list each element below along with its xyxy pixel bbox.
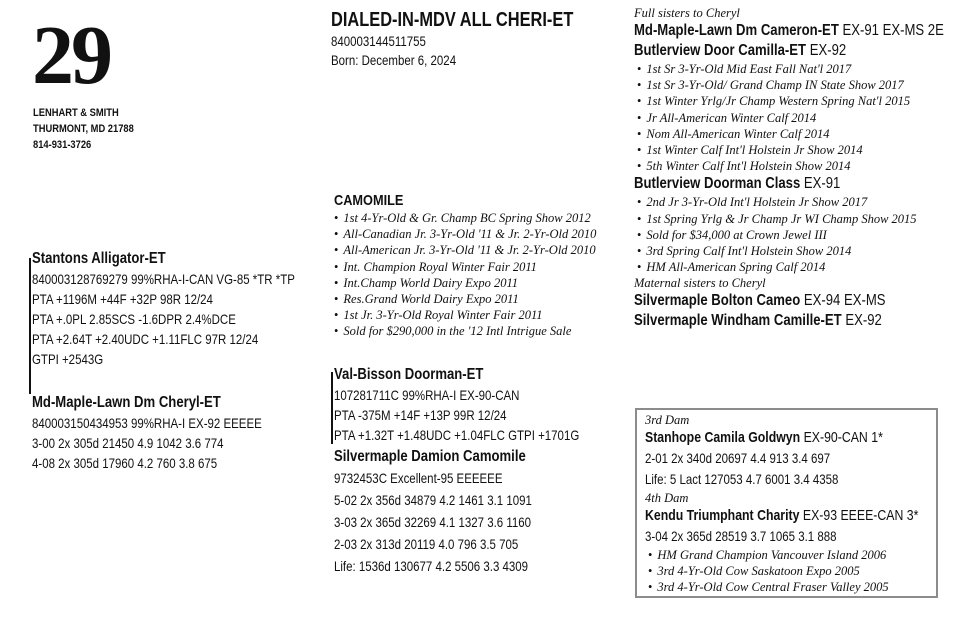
- maternal-sisters-label: Maternal sisters to Cheryl: [634, 276, 766, 291]
- list-item: • Nom All-American Winter Calf 2014: [637, 126, 972, 142]
- sister-class: EX-91: [803, 175, 841, 193]
- list-item: • 3rd Spring Calf Int'l Holstein Show 2014: [637, 243, 972, 259]
- list-item: • 2nd Jr 3-Yr-Old Int'l Holstein Jr Show 2017: [637, 194, 972, 210]
- sister-class: EX-91 EX-MS 2E: [842, 22, 944, 39]
- animal-name: DIALED-IN-MDV ALL CHERI-ET: [331, 9, 574, 31]
- sire-name: Stantons Alligator-ET: [32, 250, 166, 267]
- dam-record: 3-00 2x 305d 21450 4.9 1042 3.6 774: [32, 435, 224, 451]
- fourth-dam-record: 3-04 2x 365d 28519 3.7 1065 3.1 888: [645, 528, 837, 544]
- dam-name-text: Stanhope Camila Goldwyn: [645, 429, 801, 446]
- sister-cameron: [634, 21, 944, 41]
- dam-sire-block: [334, 364, 633, 445]
- dam-line: 840003150434953 99%RHA-I EX-92 EEEEE: [32, 415, 262, 431]
- list-item: • Jr All-American Winter Calf 2014: [637, 110, 972, 126]
- list-item: • HM Grand Champion Vancouver Island 2006: [648, 547, 972, 563]
- animal-header: [331, 8, 627, 70]
- camilla-wins: [637, 61, 972, 174]
- list-item: • Res.Grand World Dairy Expo 2011: [334, 291, 596, 307]
- sister-name: Md-Maple-Lawn Dm Cameron-ET: [634, 22, 839, 39]
- granddam-name: Silvermaple Damion Camomile: [334, 448, 526, 465]
- fourth-dam-wins: [648, 547, 972, 596]
- dam-name-text: Kendu Triumphant Charity: [645, 507, 800, 524]
- consignor-block: [33, 105, 152, 153]
- dam-sire-name: Val-Bisson Doorman-ET: [334, 366, 484, 383]
- sister-cameo: [634, 291, 944, 311]
- list-item: • Sold for $290,000 in the '12 Intl Intrigue Sale: [334, 323, 596, 339]
- granddam-record: 5-02 2x 356d 34879 4.2 1461 3.1 1091: [334, 492, 532, 508]
- third-dam-label: 3rd Dam: [645, 413, 690, 427]
- list-item: • 1st Jr. 3-Yr-Old Royal Winter Fair 2011: [334, 307, 596, 323]
- list-item: • 3rd 4-Yr-Old Cow Central Fraser Valley 2005: [648, 579, 972, 595]
- sire-line: GTPI +2543G: [32, 351, 104, 367]
- consignor-phone: 814-931-3726: [33, 139, 92, 151]
- animal-born: Born: December 6, 2024: [331, 52, 457, 68]
- list-item: • All-American Jr. 3-Yr-Old '11 & Jr. 2-Yr-Old 2010: [334, 242, 596, 258]
- dam-sire-line: 107281711C 99%RHA-I EX-90-CAN: [334, 387, 520, 403]
- sisters-block: [634, 5, 972, 331]
- sire-line: 840003128769279 99%RHA-I-CAN VG-85 *TR *TP: [32, 271, 295, 287]
- granddam-record: 3-03 2x 365d 32269 4.1 1327 3.6 1160: [334, 514, 532, 530]
- sire-line: PTA +.0PL 2.85SCS -1.6DPR 2.4%DCE: [32, 311, 236, 327]
- consignor-name: LENHART & SMITH: [33, 107, 119, 119]
- list-item: • 3rd 4-Yr-Old Cow Saskatoon Expo 2005: [648, 563, 972, 579]
- list-item: • 1st Sr 3-Yr-Old Mid East Fall Nat'l 2017: [637, 61, 972, 77]
- third-dam-record: 2-01 2x 340d 20697 4.4 913 3.4 697: [645, 450, 831, 466]
- sire-line: PTA +2.64T +2.40UDC +1.11FLC 97R 12/24: [32, 331, 259, 347]
- list-item: • All-Canadian Jr. 3-Yr-Old '11 & Jr. 2-Yr-Old 2010: [334, 226, 596, 242]
- granddam-record: 2-03 2x 313d 20119 4.0 796 3.5 705: [334, 536, 519, 552]
- dam-sire-line: PTA +1.32T +1.48UDC +1.04FLC GTPI +1701G: [334, 427, 580, 443]
- sister-name: Silvermaple Bolton Cameo: [634, 292, 801, 310]
- third-dam-name: [645, 428, 918, 448]
- list-item: • Sold for $34,000 at Crown Jewel III: [637, 227, 972, 243]
- granddam-lifetime: Life: 1536d 130677 4.2 5506 3.3 4309: [334, 558, 529, 574]
- dam-sire-bracket: [331, 372, 333, 444]
- list-item: • 1st 4-Yr-Old & Gr. Champ BC Spring Show 2012: [334, 210, 596, 226]
- lot-number: 29: [32, 9, 110, 102]
- list-item: • Int.Champ World Dairy Expo 2011: [334, 275, 596, 291]
- sister-name: Silvermaple Windham Camille-ET: [634, 312, 842, 330]
- sire-bracket: [29, 258, 31, 394]
- list-item: • 1st Winter Yrlg/Jr Champ Western Spring Nat'l 2015: [637, 93, 972, 109]
- consignor-location: THURMONT, MD 21788: [33, 123, 134, 135]
- camomile-achievements: [334, 210, 596, 340]
- list-item: • 5th Winter Calf Int'l Holstein Show 2014: [637, 158, 972, 174]
- sister-name: Butlerview Doorman Class: [634, 175, 801, 193]
- third-dam-lifetime: Life: 5 Lact 127053 4.7 6001 3.4 4358: [645, 471, 839, 487]
- list-item: • 1st Sr 3-Yr-Old/ Grand Champ IN State Show 2017: [637, 77, 972, 93]
- granddam-line: 9732453C Excellent-95 EEEEEE: [334, 470, 503, 486]
- dam-history-content: [645, 412, 972, 596]
- class-wins: [637, 194, 972, 275]
- sister-camilla: [634, 41, 944, 61]
- fourth-dam-name: [645, 506, 918, 526]
- sire-block: [32, 248, 353, 369]
- dam-class-text: EX-93 EEEE-CAN 3*: [802, 507, 919, 524]
- fourth-dam-label: 4th Dam: [645, 491, 689, 505]
- camomile-title: CAMOMILE: [334, 192, 404, 209]
- dam-class-text: EX-90-CAN 1*: [803, 429, 883, 446]
- dam-name: Md-Maple-Lawn Dm Cheryl-ET: [32, 394, 221, 411]
- sister-class: EX-92: [809, 42, 847, 59]
- dam-block: [32, 392, 312, 473]
- list-item: • 1st Spring Yrlg & Jr Champ Jr WI Champ Show 2015: [637, 211, 972, 227]
- dam-record: 4-08 2x 305d 17960 4.2 760 3.8 675: [32, 455, 218, 471]
- granddam-block: [334, 446, 575, 577]
- sister-class-ex91: [634, 174, 944, 194]
- full-sisters-label: Full sisters to Cheryl: [634, 6, 740, 20]
- animal-reg: 840003144511755: [331, 33, 426, 49]
- list-item: • 1st Winter Calf Int'l Holstein Jr Show 2014: [637, 142, 972, 158]
- list-item: • Int. Champion Royal Winter Fair 2011: [334, 259, 596, 275]
- dam-sire-line: PTA -375M +14F +13P 99R 12/24: [334, 407, 507, 423]
- sister-class: EX-92: [845, 312, 882, 330]
- sister-camille: [634, 311, 944, 331]
- sister-class: EX-94 EX-MS: [803, 292, 886, 310]
- camomile-block: [334, 192, 596, 340]
- sister-name: Butlerview Door Camilla-ET: [634, 42, 807, 59]
- sire-line: PTA +1196M +44F +32P 98R 12/24: [32, 291, 213, 307]
- list-item: • HM All-American Spring Calf 2014: [637, 259, 972, 275]
